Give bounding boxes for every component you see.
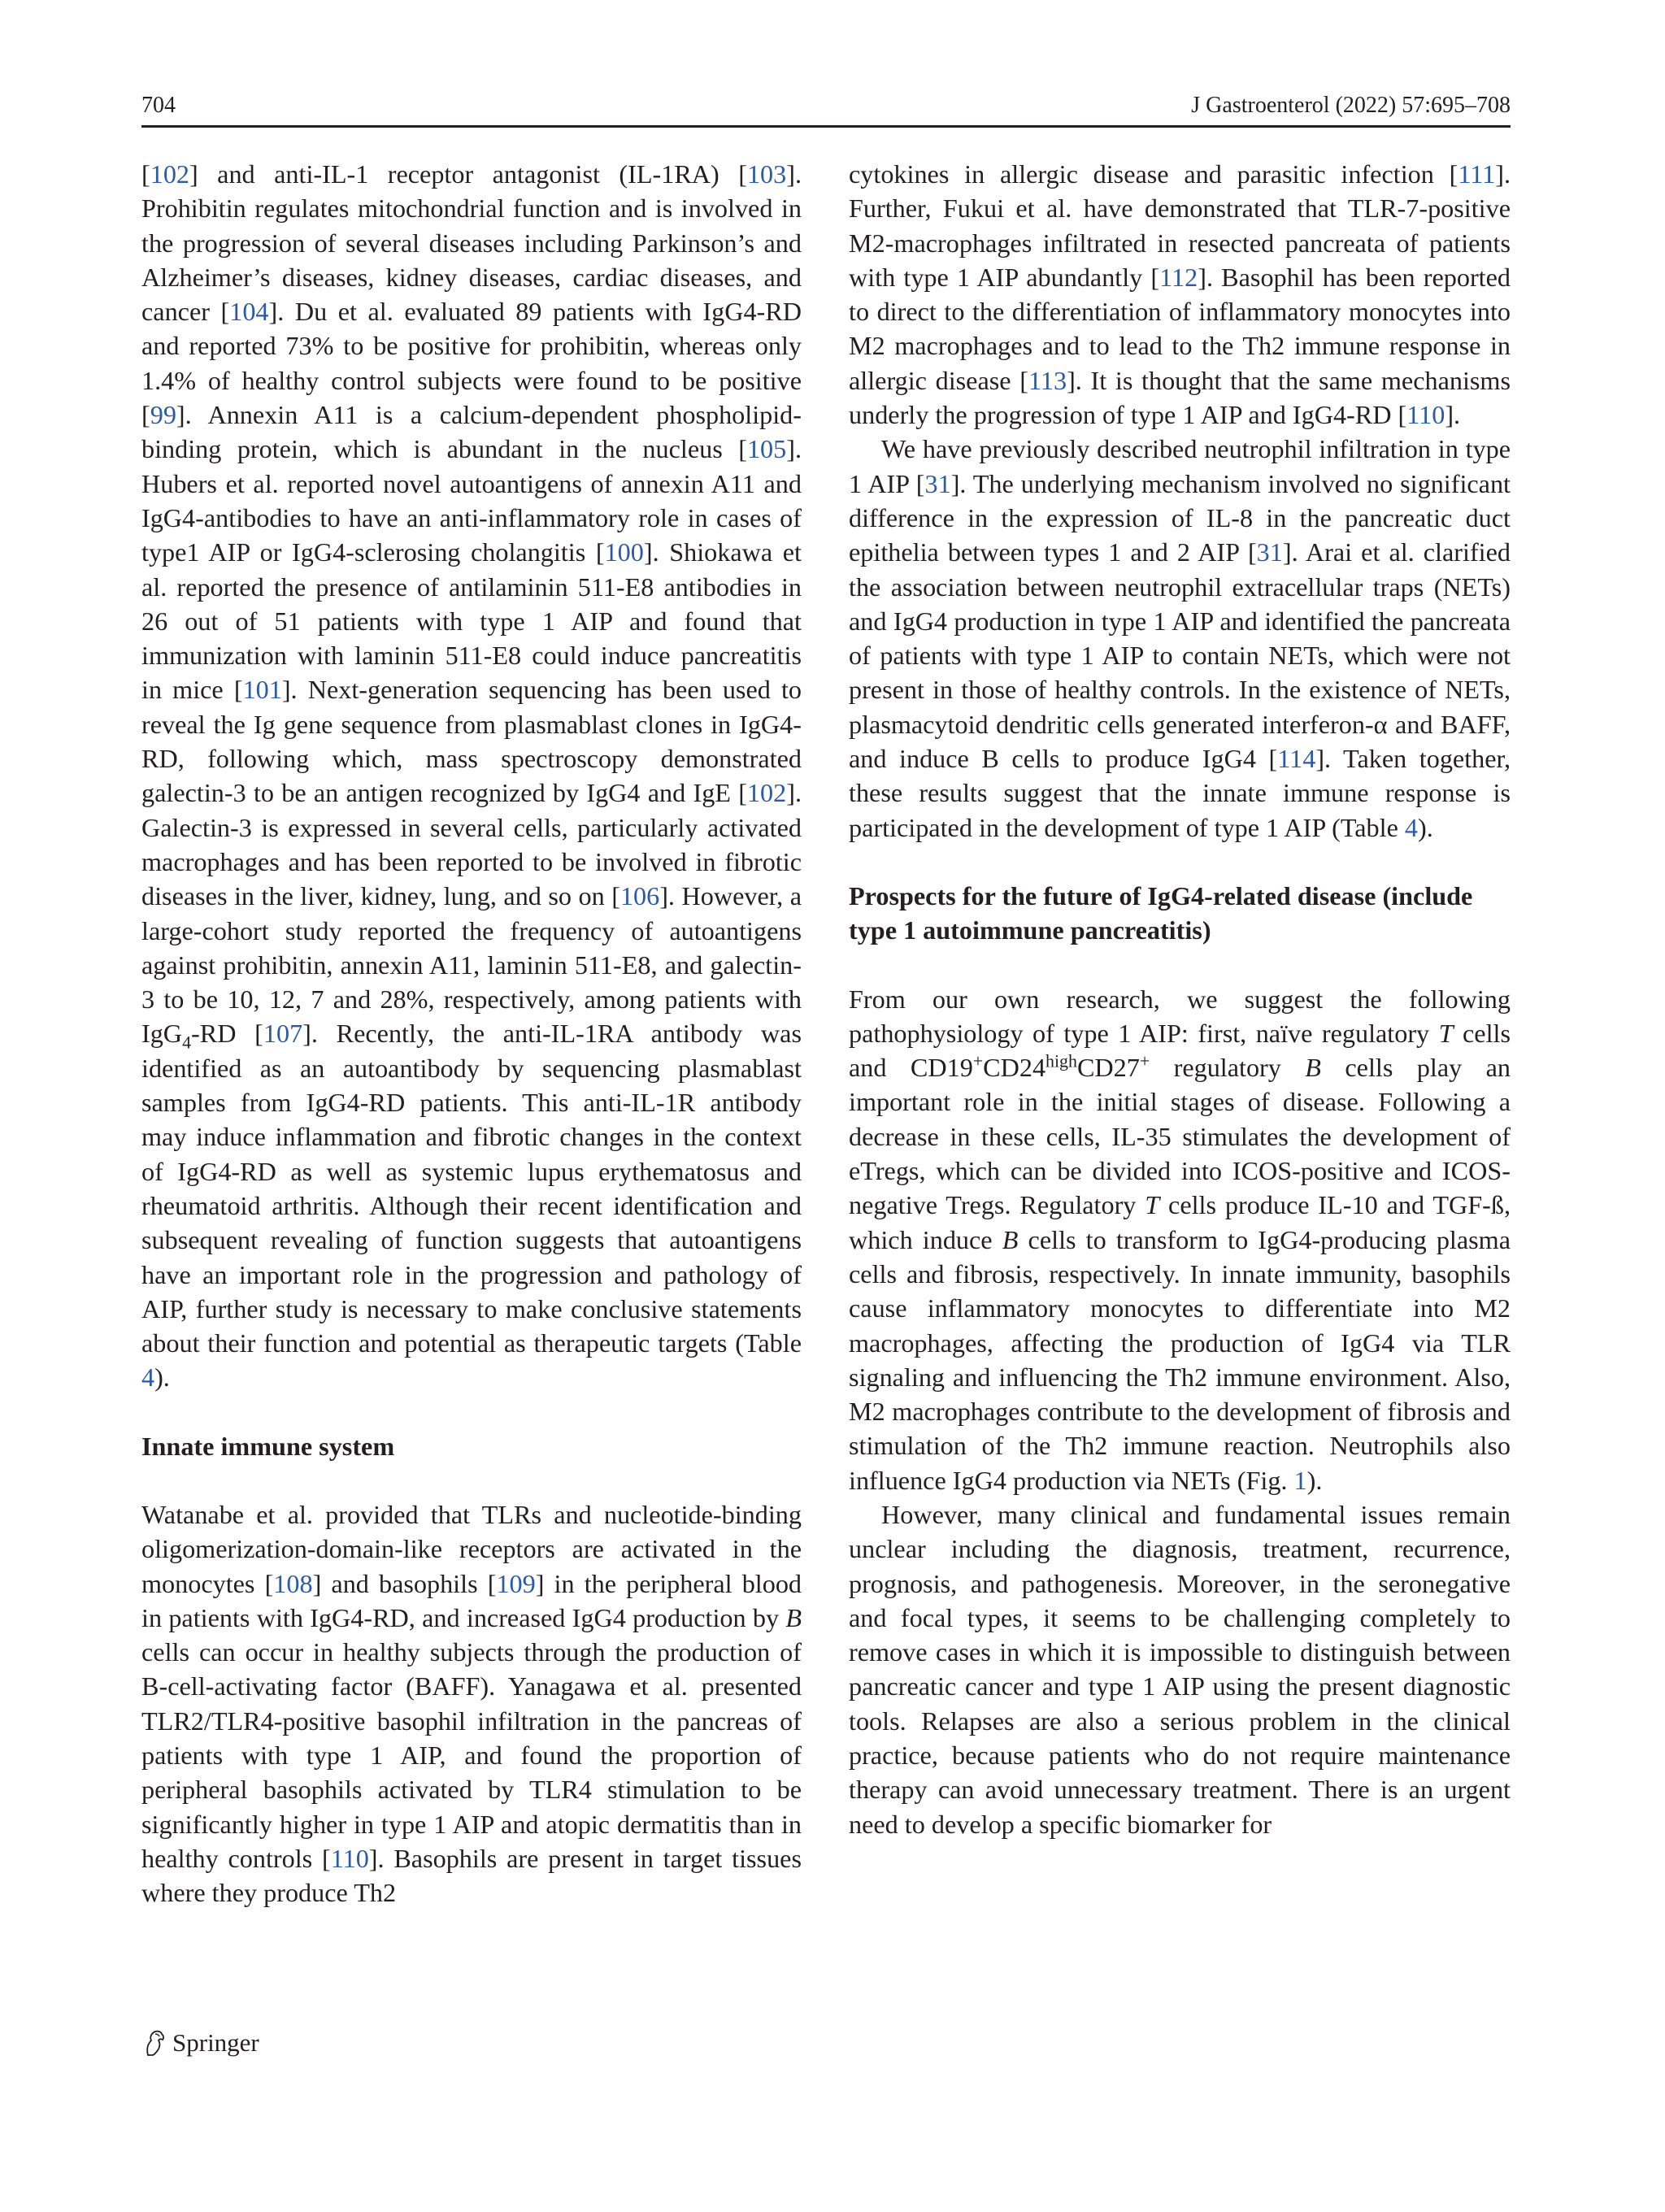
publisher-name: Springer (172, 2028, 259, 2057)
table-link[interactable]: 4 (141, 1362, 155, 1393)
citation-link[interactable]: 112 (1159, 262, 1198, 292)
paragraph-pathophysiology: From our own research, we suggest the following pathophysiology of type 1 AIP: first, naïve regulatory T cells and $CD19^+CD24^{high}CD27^+$ regulatory B cells play an important role in the initial stages of disease. Following a decrease in these cells, IL-35 stimulates the development of eTregs, which can be divided into ICOS-positive and ICOS-negative Tregs. Regulatory T cells produce IL-10 and TGF-ß, which induce B cells to transform to IgG4-producing plasma cells and fibrosis, respectively. In innate immunity, basophils cause inflammatory monocytes to differentiate into M2 macrophages, affecting the production of IgG4 via TLR signaling and influencing the Th2 immune environment. Also, M2 macrophages contribute to the development of fibrosis and stimulation of the Th2 immune reaction. Neutrophils also influence IgG4 production via NETs (Fig. 1). (849, 984, 1511, 1495)
citation-link[interactable]: 114 (1277, 744, 1316, 774)
page-footer (141, 2028, 259, 2058)
citation-link[interactable]: 101 (242, 675, 282, 705)
page-header (141, 89, 1511, 130)
figure-link[interactable]: 1 (1293, 1465, 1307, 1495)
paragraph-innate-immune: Watanabe et al. provided that TLRs and nucleotide-binding oligomerization-domain-like receptors are activated in the monocytes [108] and basophils [109] in the peripheral blood in patients with IgG4-RD, and increased IgG4 production by B cells can occur in healthy subjects through the production of B-cell-activating factor (BAFF). Yanagawa et al. presented TLR2/TLR4-positive basophil infiltration in the pancreas of patients with type 1 AIP, and found the proportion of peripheral basophils activated by TLR4 stimulation to be significantly higher in type 1 AIP and atopic dermatitis than in healthy controls [110]. Basophils are present in target tissues where they produce Th2 (141, 1499, 802, 1908)
citation-link[interactable]: 104 (229, 297, 269, 327)
table-link[interactable]: 4 (1404, 812, 1418, 842)
section-heading-prospects: Prospects for the future of IgG4-related disease (include type 1 autoimmune pancreatitis) (849, 880, 1473, 945)
citation-link[interactable]: 111 (1458, 159, 1496, 189)
citation-link[interactable]: 106 (619, 881, 660, 911)
citation-link[interactable]: 105 (746, 434, 787, 464)
springer-horse-icon (141, 2029, 167, 2057)
citation-link[interactable]: 107 (263, 1019, 303, 1049)
left-column (141, 157, 802, 1910)
header-rule (141, 125, 1511, 128)
citation-link[interactable]: 99 (150, 400, 176, 430)
citation-link[interactable]: 108 (273, 1568, 313, 1598)
citation-link[interactable]: 113 (1028, 365, 1067, 395)
citation-link[interactable]: 102 (150, 159, 189, 189)
paragraph-autoantigens: [102] and anti-IL-1 receptor antagonist (IL-1RA) [103]. Prohibitin regulates mitochondrial function and is involved in the progression of several diseases including Parkinson’s and Alzheimer’s diseases, kidney diseases, cardiac diseases, and cancer [104]. Du et al. evaluated 89 patients with IgG4-RD and reported 73% to be positive for prohibitin, whereas only 1.4% of healthy control subjects were found to be positive [99]. Annexin A11 is a calcium-dependent phospholipid-binding protein, which is abundant in the nucleus [105]. Hubers et al. reported novel autoantigens of annexin A11 and IgG4-antibodies to have an anti-inflammatory role in cases of type1 AIP or IgG4-sclerosing cholangitis [100]. Shiokawa et al. reported the presence of antilaminin 511-E8 antibodies in 26 out of 51 patients with type 1 AIP and found that immunization with laminin 511-E8 could induce pancreatitis in mice [101]. Next-generation sequencing has been used to reveal the Ig gene sequence from plasmablast clones in IgG4-RD, following which, mass spectroscopy demonstrated galectin-3 to be an antigen recognized by IgG4 and IgE [102]. Galectin-3 is expressed in several cells, particularly activated macrophages and has been reported to be involved in fibrotic diseases in the liver, kidney, lung, and so on [106]. However, a large-cohort study reported the frequency of autoantigens against prohibitin, annexin A11, laminin 511-E8, and galectin-3 to be 10, 12, 7 and 28%, respectively, among patients with IgG$_4$-RD [107]. Recently, the anti-IL-1RA antibody was identified as an autoantibody by sequencing plasmablast samples from IgG4-RD patients. This anti-IL-1R antibody may induce inflammation and fibrotic changes in the context of IgG4-RD as well as systemic lupus erythematosus and rheumatoid arthritis. Although their recent identification and subsequent revealing of function suggests that autoantigens have an important role in the progression and pathology of AIP, further study is necessary to make conclusive statements about their function and potential as therapeutic targets (Table 4). (141, 159, 802, 1393)
right-column (849, 157, 1511, 1841)
citation-link[interactable]: 100 (604, 537, 644, 567)
paragraph-clinical-issues: However, many clinical and fundamental issues remain unclear including the diagnosis, treatment, recurrence, prognosis, and pathogenesis. Moreover, in the seronegative and focal types, it seems to be challenging completely to remove cases in which it is impossible to distinguish between pancreatic cancer and type 1 AIP using the present diagnostic tools. Relapses are also a serious problem in the clinical practice, because patients who do not require maintenance therapy can avoid unnecessary treatment. There is an urgent need to develop a specific biomarker for (849, 1499, 1511, 1839)
paragraph-neutrophils: We have previously described neutrophil infiltration in type 1 AIP [31]. The underlying mechanism involved no significant difference in the expression of IL-8 in the pancreatic duct epithelia between types 1 and 2 AIP [31]. Arai et al. clarified the association between neutrophil extracellular traps (NETs) and IgG4 production in type 1 AIP and identified the pancreata of patients with type 1 AIP to contain NETs, which were not present in those of healthy controls. In the existence of NETs, plasmacytoid dendritic cells generated interferon-α and BAFF, and induce B cells to produce IgG4 [114]. Taken together, these results suggest that the innate immune response is participated in the development of type 1 AIP (Table 4). (849, 434, 1511, 842)
citation-link[interactable]: 31 (1256, 537, 1283, 567)
citation-link[interactable]: 103 (746, 159, 787, 189)
journal-citation: J Gastroenterol (2022) 57:695–708 (1191, 93, 1511, 118)
citation-link[interactable]: 102 (746, 778, 787, 808)
paragraph-basophils: cytokines in allergic disease and parasitic infection [111]. Further, Fukui et al. have demonstrated that TLR-7-positive M2-macrophages infiltrated in resected pancreata of patients with type 1 AIP abundantly [112]. Basophil has been reported to direct to the differentiation of inflammatory monocytes into M2 macrophages and to lead to the Th2 immune response in allergic disease [113]. It is thought that the same mechanisms underly the progression of type 1 AIP and IgG4-RD [110]. (849, 159, 1511, 430)
page-number: 704 (141, 93, 176, 118)
citation-link[interactable]: 31 (924, 468, 951, 498)
section-heading-innate-immune: Innate immune system (141, 1431, 395, 1461)
citation-link[interactable]: 110 (1406, 400, 1445, 430)
citation-link[interactable]: 109 (496, 1568, 536, 1598)
citation-link[interactable]: 110 (330, 1843, 369, 1873)
